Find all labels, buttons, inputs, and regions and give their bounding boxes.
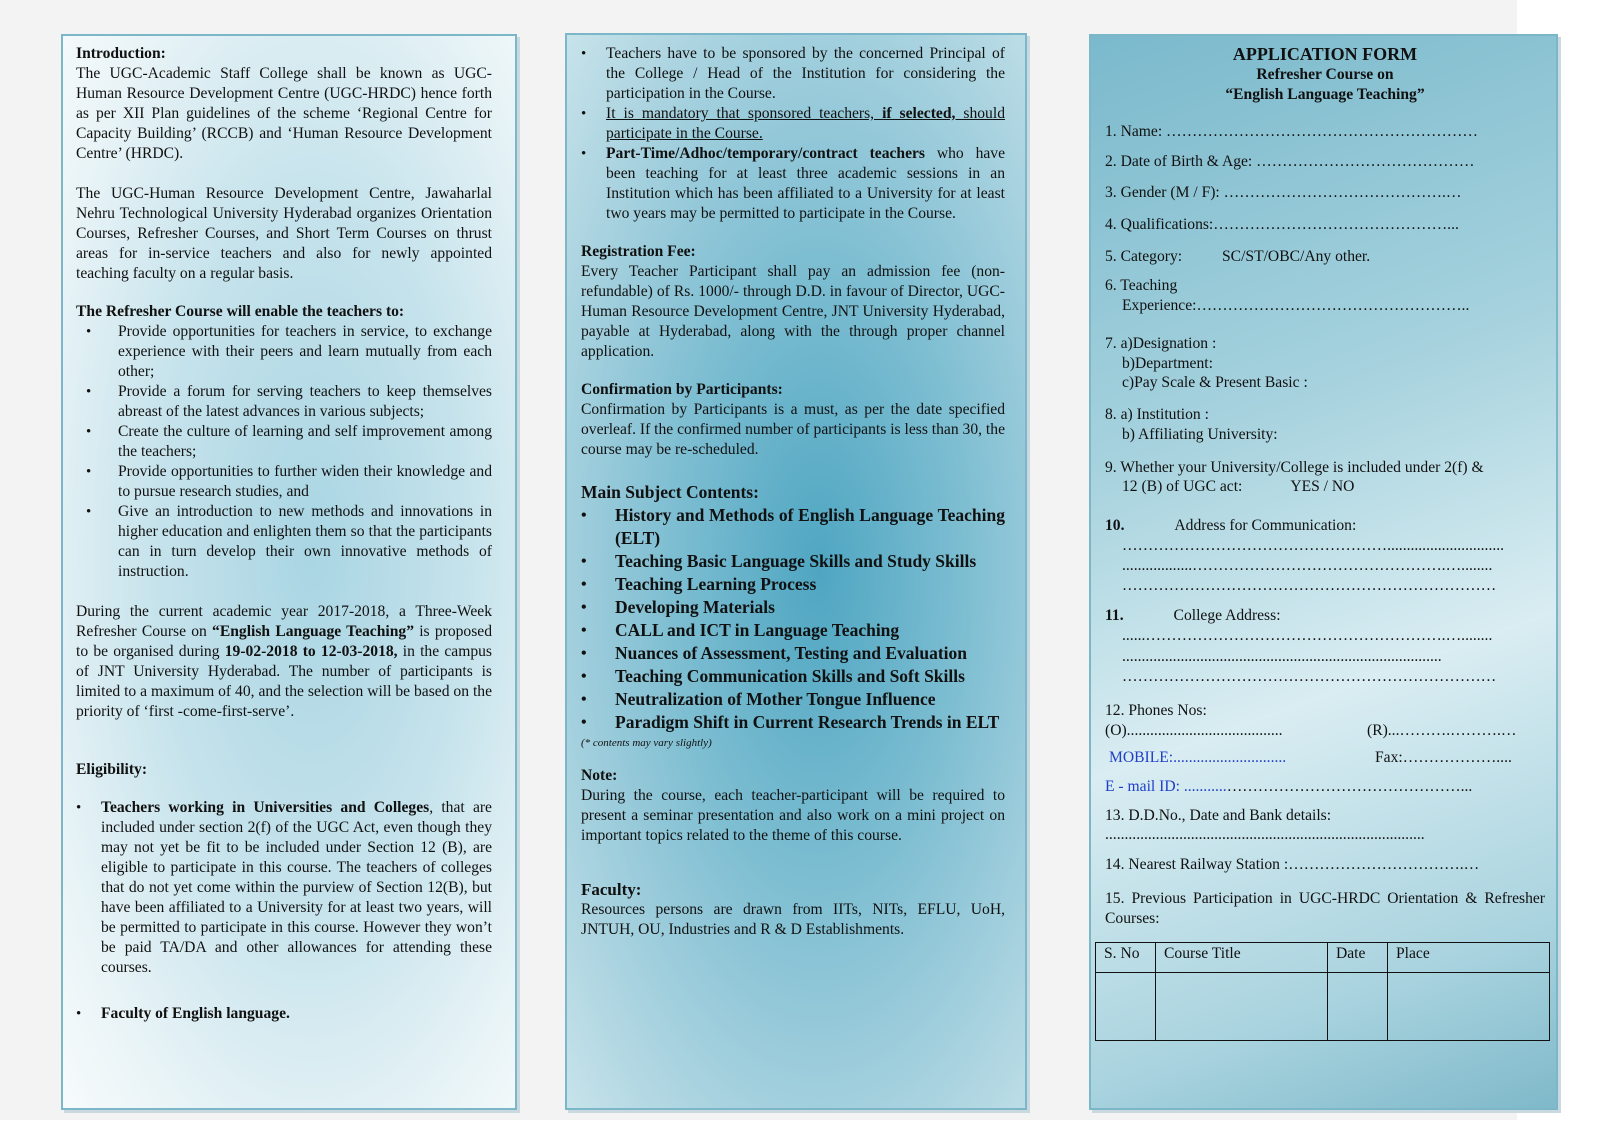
- subject-item: • CALL and ICT in Language Teaching: [581, 619, 1005, 642]
- note-heading: Note:: [581, 767, 618, 784]
- faculty-text: Resources persons are drawn from IITs, NITs, EFLU, UoH, JNTUH, OU, Industries and R & D Establishments.: [581, 901, 1005, 938]
- table-row[interactable]: [1096, 973, 1550, 1041]
- college-address-line-1[interactable]: ......………………………………………………….…........: [1122, 627, 1493, 644]
- eligibility-heading: Eligibility:: [76, 761, 148, 778]
- category-options: SC/ST/OBC/Any other.: [1222, 248, 1371, 265]
- enable-item: • Provide a forum for serving teachers to keep themselves abreast of the latest advances in various subjects;: [76, 382, 492, 422]
- form-title: APPLICATION FORM: [1232, 44, 1418, 64]
- form-subtitle-2: “English Language Teaching”: [1225, 86, 1425, 103]
- enable-list: [76, 322, 492, 582]
- mandatory-text-a: It is mandatory that sponsored teachers,: [606, 105, 883, 122]
- address-communication-label: [1105, 516, 1356, 536]
- category-field[interactable]: [1105, 247, 1370, 267]
- enable-item: • Provide opportunities for teachers in service, to exchange experience with their peers and learn mutually from each other;: [76, 322, 492, 382]
- table-cell[interactable]: [1096, 973, 1156, 1041]
- subject-heading: Main Subject Contents:: [581, 482, 759, 502]
- email-field[interactable]: [1105, 777, 1472, 797]
- address-line-3[interactable]: ………………………………………………………………: [1122, 577, 1497, 594]
- current-text-c: in the campus of JNT University Hyderabad. The number of participants is limited to a maximum of 40, and the selection will be based on the priority of ‘first -come-first-serve’.: [76, 643, 492, 720]
- qualifications-field[interactable]: 4. Qualifications:………………………………………...: [1105, 216, 1459, 233]
- eligibility-item: [76, 798, 492, 978]
- phone-residence-field[interactable]: (R)...……….……….…: [1367, 722, 1517, 739]
- pay-scale-field[interactable]: c)Pay Scale & Present Basic :: [1122, 374, 1308, 391]
- email-label: E - mail ID: ...........: [1105, 778, 1227, 795]
- college-address-label: [1105, 606, 1281, 626]
- panel-application-form: [1089, 34, 1558, 1110]
- fax-field[interactable]: Fax:………………....: [1375, 749, 1512, 766]
- current-text-a: During the current academic year 2017-2018, a Three-Week Refresher Course on: [76, 603, 492, 640]
- table-header-sno: S. No: [1096, 943, 1156, 973]
- participation-table-wrap: [1095, 942, 1550, 1041]
- eligibility-1-bold: Teachers working in Universities and Colleges: [101, 799, 430, 816]
- railway-station-field[interactable]: 14. Nearest Railway Station :…………………………….…: [1105, 856, 1480, 873]
- ugc-act-label: 12 (B) of UGC act:: [1122, 478, 1243, 495]
- category-label: 5. Category:: [1105, 248, 1183, 265]
- eligibility-1-text: , that are included under section 2(f) of the UGC Act, even though they may not yet be fit to be included under Section 12 (B), are eligible to participate in this course. The teachers of colleges that do not yet come within the purview of Section 12(B), but have been affiliated to a University for at least two years, will be permitted to participate in this course. However they won’t be paid TA/DA and other allowances for attending these courses.: [101, 799, 492, 976]
- registration-text: Every Teacher Participant shall pay an admission fee (non-refundable) of Rs. 1000/- through D.D. in favour of Director, UGC-Human Resource Development Centre, JNT University Hyderabad, payable at Hyderabad, along with the through proper channel application.: [581, 263, 1005, 360]
- department-field[interactable]: b)Department:: [1122, 355, 1213, 372]
- institution-field[interactable]: 8. a) Institution :: [1105, 406, 1209, 423]
- table-header-row: [1096, 943, 1550, 973]
- sponsorship-item: [581, 44, 1005, 104]
- subject-item: • Developing Materials: [581, 596, 1005, 619]
- subject-item: • Teaching Learning Process: [581, 573, 1005, 596]
- eligibility-2-text: Faculty of English language.: [101, 1005, 290, 1022]
- previous-participation-label: 15. Previous Participation in UGC-HRDC Orientation & Refresher Courses:: [1105, 890, 1545, 927]
- address-line-1[interactable]: ……………………………………………..............................: [1122, 537, 1505, 554]
- eligibility-list: [76, 798, 492, 1024]
- dob-age-field[interactable]: 2. Date of Birth & Age: ……………………………………: [1105, 153, 1475, 170]
- college-address-line-2[interactable]: ..................................................................................: [1122, 648, 1442, 665]
- address-label-text: Address for Communication:: [1174, 517, 1357, 534]
- ugc-inclusion-field[interactable]: [1122, 477, 1354, 497]
- current-course-title: “English Language Teaching”: [212, 623, 414, 640]
- subject-list: [581, 504, 1005, 734]
- address-number: 10.: [1105, 517, 1125, 534]
- table-header-date: Date: [1328, 943, 1388, 973]
- teaching-label: 6. Teaching: [1105, 277, 1178, 294]
- subject-item: • Teaching Basic Language Skills and Study Skills: [581, 550, 1005, 573]
- yes-no-options: YES / NO: [1290, 478, 1355, 495]
- panel-introduction: [61, 34, 517, 1110]
- note-text: During the course, each teacher-participant will be required to present a seminar presentation and also work on a mini project on important topics related to the theme of this course.: [581, 787, 1005, 844]
- teaching-experience-field[interactable]: Experience:……………………………………………..: [1122, 297, 1470, 314]
- phones-label: 12. Phones Nos:: [1105, 702, 1207, 719]
- confirmation-heading: Confirmation by Participants:: [581, 381, 783, 398]
- subject-item: • Neutralization of Mother Tongue Influence: [581, 688, 1005, 711]
- dd-details-field[interactable]: ..................................................................................: [1105, 826, 1425, 843]
- parttime-text: who have been teaching for at least three academic sessions in an Institution which has been affiliated to a University for at least two years may be permitted to participate in the Course.: [606, 145, 1005, 222]
- subject-item: • Teaching Communication Skills and Soft Skills: [581, 665, 1005, 688]
- mandatory-item: [581, 104, 1005, 144]
- participation-table[interactable]: [1095, 942, 1550, 1041]
- college-address-line-3[interactable]: ………………………………………………………………: [1122, 668, 1497, 685]
- current-course-paragraph: [76, 602, 492, 722]
- table-cell[interactable]: [1388, 973, 1550, 1041]
- table-cell[interactable]: [1156, 973, 1328, 1041]
- registration-heading: Registration Fee:: [581, 243, 696, 260]
- intro-heading: Introduction:: [76, 45, 166, 62]
- faculty-heading: Faculty:: [581, 880, 642, 899]
- enable-item: • Provide opportunities to further widen their knowledge and to pursue research studies, and: [76, 462, 492, 502]
- address-line-2[interactable]: ..................………………………………………….…........: [1122, 557, 1493, 574]
- sponsor-text: Teachers have to be sponsored by the concerned Principal of the College / Head of the Institution for considering the participation in the Course.: [606, 45, 1005, 102]
- form-subtitle-1: Refresher Course on: [1256, 66, 1394, 83]
- college-address-number: 11.: [1105, 607, 1124, 624]
- enable-item: • Create the culture of learning and self improvement among the teachers;: [76, 422, 492, 462]
- current-text-b: is proposed to be organised during: [76, 623, 492, 660]
- email-dots: ………………………………………...: [1226, 778, 1473, 795]
- mobile-field[interactable]: MOBILE:.............................: [1109, 749, 1287, 766]
- dd-details-label: 13. D.D.No., Date and Bank details:: [1105, 807, 1332, 824]
- panel-course-details: [565, 33, 1027, 1110]
- parttime-bold: Part-Time/Adhoc/temporary/contract teachers: [606, 145, 926, 162]
- mandatory-text: [606, 105, 1005, 142]
- subject-note: (* contents may vary slightly): [581, 737, 712, 749]
- current-course-dates: 19-02-2018 to 12-03-2018,: [224, 643, 398, 660]
- table-cell[interactable]: [1328, 973, 1388, 1041]
- intro-paragraph-2: The UGC-Human Resource Development Centre, Jawaharlal Nehru Technological University Hyderabad organizes Orientation Courses, Refresher Courses, and Short Term Courses on thrust areas for in-service teachers and also for newly appointed teaching faculty on a regular basis.: [76, 185, 492, 282]
- mandatory-text-b: if selected,: [882, 105, 956, 122]
- parttime-item: [581, 144, 1005, 224]
- subject-item: • Paradigm Shift in Current Research Trends in ELT: [581, 711, 1005, 734]
- confirmation-text: Confirmation by Participants is a must, as per the date specified overleaf. If the confirmed number of participants is less than 30, the course may be re-scheduled.: [581, 401, 1005, 458]
- intro-paragraph-1: The UGC-Academic Staff College shall be known as UGC-Human Resource Development Centre (UGC-HRDC) hence forth as per XII Plan guidelines of the scheme ‘Regional Centre for Capacity Building’ (RCCB) and ‘Human Resource Development Centre’ (HRDC).: [76, 65, 492, 162]
- enable-item: • Give an introduction to new methods and innovations in higher education and enlighten them so that the participants can in turn develop their own innovative methods of instruction.: [76, 502, 492, 582]
- mandatory-text-c: should participate in the Course.: [606, 105, 1005, 142]
- subject-item: • Nuances of Assessment, Testing and Evaluation: [581, 642, 1005, 665]
- college-address-text: College Address:: [1173, 607, 1281, 624]
- subject-item: • History and Methods of English Language Teaching (ELT): [581, 504, 1005, 550]
- name-field[interactable]: 1. Name: ……………………………………………………: [1105, 123, 1478, 140]
- table-header-place: Place: [1388, 943, 1550, 973]
- eligibility-item: [76, 1004, 492, 1024]
- sponsorship-list: [581, 44, 1005, 224]
- affiliating-university-field[interactable]: b) Affiliating University:: [1122, 426, 1278, 443]
- table-header-course-title: Course Title: [1156, 943, 1328, 973]
- phone-office-field[interactable]: (O)........................................: [1105, 722, 1283, 739]
- gender-field[interactable]: 3. Gender (M / F): …………………………………….…: [1105, 184, 1462, 201]
- ugc-inclusion-question: 9. Whether your University/College is included under 2(f) &: [1105, 459, 1484, 476]
- designation-field[interactable]: 7. a)Designation :: [1105, 335, 1217, 352]
- enable-heading: The Refresher Course will enable the teachers to:: [76, 303, 405, 320]
